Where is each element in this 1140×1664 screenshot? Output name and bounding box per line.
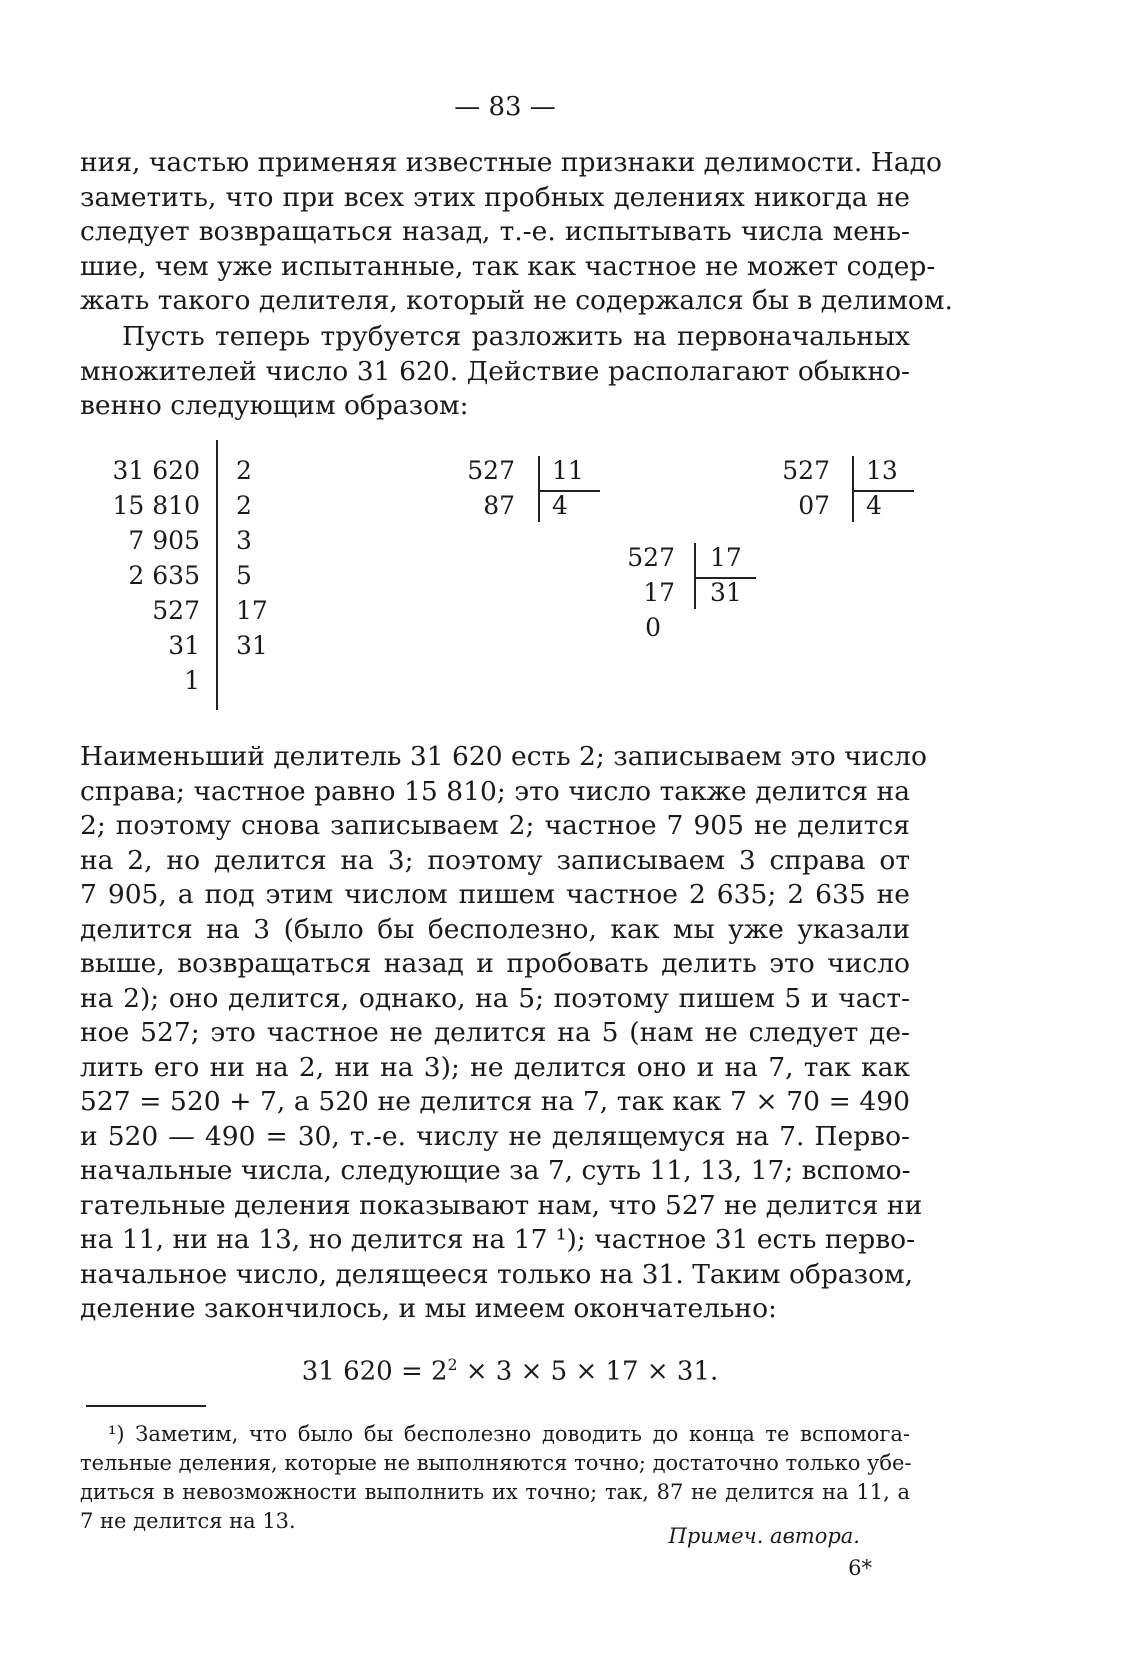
- aux-divisor: 17: [710, 543, 742, 572]
- footnote: [80, 1420, 910, 1536]
- aux-divisor-column: [866, 453, 916, 523]
- aux-remainder: 17: [643, 578, 675, 607]
- footnote-line: тельные деления, которые не выполняются точно; достаточно только убе-: [80, 1451, 912, 1475]
- text-line: ное 527; это частное не делится на 5 (нам не следует де-: [80, 1017, 910, 1048]
- text-line: 7 905, а под этим числом пишем частное 2 635; 2 635 не: [80, 879, 910, 910]
- aux-remainder: 07: [798, 491, 830, 520]
- aux-dividend: 527: [782, 456, 830, 485]
- text-line: следует возвращаться назад, т.-е. испытывать числа мень-: [80, 216, 910, 247]
- text-line: на 2, но делится на 3; поэтому записываем 3 справа от: [80, 844, 910, 876]
- aux-final-remainder: 0: [645, 613, 661, 642]
- aux-dividend-column: [775, 453, 830, 523]
- formula-rhs: × 3 × 5 × 17 × 31.: [457, 1356, 719, 1387]
- footnote-line: диться в невозможности выполнить их точно; так, 87 не делится на 11, а: [80, 1480, 910, 1504]
- text-line: гательные деления показывают нам, что 527 не делится ни: [80, 1189, 923, 1221]
- aux-dividend-column: [460, 453, 515, 523]
- aux-remainder: 87: [483, 491, 515, 520]
- text-line: и 520 — 490 = 30, т.-е. числу не делящемуся на 7. Перво-: [80, 1120, 910, 1152]
- dividend-value: 2 635: [128, 561, 200, 590]
- footnote-author-note: Примеч. автора.: [668, 1524, 860, 1548]
- aux-quotient: 4: [866, 491, 882, 520]
- dividend-value: 7 905: [128, 526, 200, 555]
- dividend-value: 31: [168, 631, 200, 660]
- page-number: — 83 —: [454, 92, 556, 122]
- aux-divisor: 13: [866, 456, 898, 485]
- text-line: ния, частью применяя известные признаки делимости. Надо: [80, 147, 942, 178]
- printer-signature: 6*: [848, 1556, 872, 1580]
- dividends-column: [100, 453, 200, 698]
- dividend-value: 1: [184, 666, 200, 695]
- aux-dividend: 527: [467, 456, 515, 485]
- text-line: на 2); оно делится, однако, на 5; поэтому пишем 5 и част-: [80, 982, 910, 1014]
- text-line: Пусть теперь трубуется разложить на первоначальных: [122, 321, 910, 352]
- aux-quotient: 4: [552, 491, 568, 520]
- dividend-value: 31 620: [112, 456, 200, 485]
- factor-value: 2: [236, 491, 252, 520]
- text-line: 527 = 520 + 7, а 520 не делится на 7, так как 7 × 70 = 490: [80, 1086, 910, 1117]
- text-line: множителей число 31 620. Действие располагают обыкно-: [80, 355, 910, 387]
- aux-divider-line: [694, 543, 696, 609]
- footnote-separator: [86, 1405, 206, 1407]
- text-line: Наименьший делитель 31 620 есть 2; записываем это число: [80, 741, 927, 772]
- text-line: выше, возвращаться назад и пробовать делить это число: [80, 948, 910, 979]
- text-line: жать такого делителя, который не содержался бы в делимом.: [80, 285, 953, 316]
- aux-divider-line: [538, 456, 540, 522]
- factor-value: 31: [236, 631, 268, 660]
- aux-divisor-column: [710, 540, 760, 610]
- text-line: на 11, ни на 13, но делится на 17 ¹); частное 31 есть перво-: [80, 1224, 916, 1255]
- aux-dividend: 527: [627, 543, 675, 572]
- final-formula: [0, 1356, 1020, 1387]
- dividend-value: 15 810: [112, 491, 200, 520]
- text-line: начальное число, делящееся только на 31. Таким образом,: [80, 1258, 914, 1290]
- dividend-value: 527: [152, 596, 200, 625]
- text-line: шие, чем уже испытанные, так как частное не может содер-: [80, 250, 936, 282]
- text-line: заметить, что при всех этих пробных делениях никогда не: [80, 181, 910, 213]
- paragraph-3: [80, 740, 927, 1327]
- aux-quotient: 31: [710, 578, 742, 607]
- text-line: венно следующим образом:: [80, 390, 469, 421]
- text-line: справа; частное равно 15 810; это число также делится на: [80, 775, 910, 807]
- factor-value: 2: [236, 456, 252, 485]
- factors-column: [236, 453, 296, 663]
- text-line: деление закончилось, и мы имеем окончательно:: [80, 1293, 777, 1324]
- footnote-line: ¹) Заметим, что было бы бесполезно доводить до конца те вспомога-: [108, 1422, 910, 1446]
- formula-exponent: 2: [447, 1356, 458, 1374]
- aux-divisor-column: [552, 453, 602, 523]
- footnote-line: 7 не делится на 13.: [80, 1509, 296, 1533]
- text-line: начальные числа, следующие за 7, суть 11, 13, 17; вспомо-: [80, 1155, 911, 1186]
- paragraph-2: [80, 320, 910, 424]
- scheme-divider-line: [216, 440, 218, 710]
- paragraph-1: [80, 146, 953, 319]
- factor-value: 5: [236, 561, 252, 590]
- text-line: лить его ни на 2, ни на 3); не делится оно и на 7, так как: [80, 1051, 910, 1083]
- text-line: делится на 3 (было бы бесполезно, как мы уже указали: [80, 913, 910, 945]
- aux-divisor: 11: [552, 456, 584, 485]
- formula-lhs: 31 620 = 2: [301, 1356, 448, 1387]
- aux-dividend-column: [620, 540, 675, 645]
- factor-value: 17: [236, 596, 268, 625]
- text-line: 2; поэтому снова записываем 2; частное 7 905 не делится: [80, 810, 910, 841]
- aux-divider-line: [852, 456, 854, 522]
- factor-value: 3: [236, 526, 252, 555]
